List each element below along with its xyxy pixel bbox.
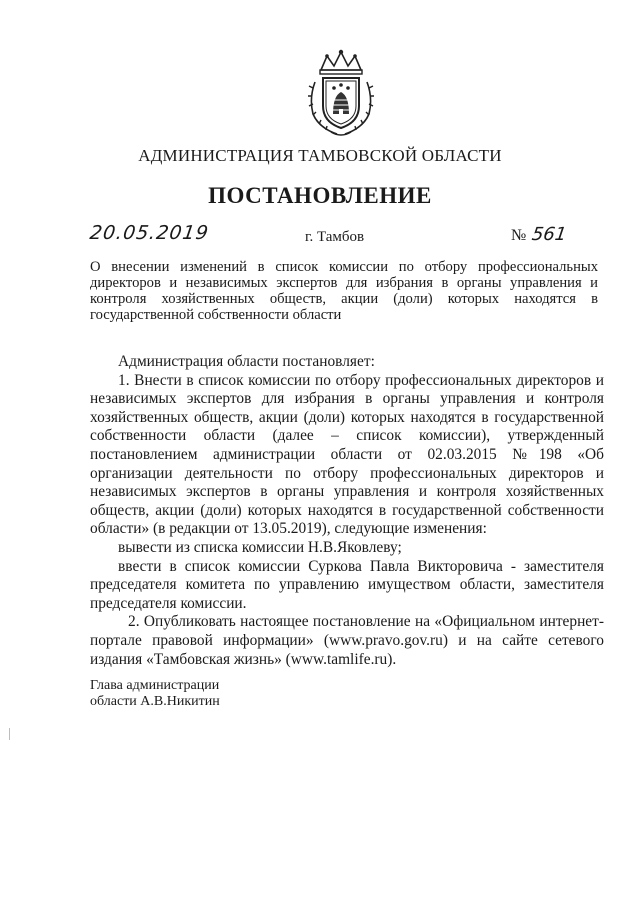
organization-title: АДМИНИСТРАЦИЯ ТАМБОВСКОЙ ОБЛАСТИ (138, 146, 502, 165)
number-sign: № (511, 227, 527, 244)
document-number (511, 224, 567, 245)
item-1-add: ввести в список комиссии Суркова Павла Викторовича - заместителя председателя комитета по управлению имуществом области, заместителя председателя комиссии. (90, 557, 604, 612)
preamble: Администрация области постановляет: (118, 353, 375, 370)
signature-line-name: области А.В.Никитин (90, 694, 220, 709)
number-value: 561 (530, 224, 569, 245)
document-subject: О внесении изменений в список комиссии по отбору профессиональных директоров и независимых экспертов для избрания в органы управления и контроля хозяйственных обществ, акции (доли) которых находятся в государственной собственности области (90, 259, 598, 323)
document-body (90, 353, 604, 669)
signature-block (90, 678, 220, 710)
item-1-remove: вывести из списка комиссии Н.В.Яковлеву; (118, 538, 402, 556)
document-type-title: ПОСТАНОВЛЕНИЕ (208, 183, 432, 208)
item-2: 2. Опубликовать настоящее постановление на «Официальном интернет-портале правовой информации» (www.pravo.gov.ru) и на сайте сетевого издания «Тамбовская жизнь» (www.tamlife.ru). (90, 613, 604, 668)
document-date: 20.05.2019 (88, 222, 211, 244)
coat-of-arms-icon (307, 48, 375, 138)
document-city: г. Тамбов (305, 229, 365, 245)
scan-artifact (9, 728, 10, 740)
signature-line-title: Глава администрации (90, 678, 220, 693)
item-1-intro: 1. Внести в список комиссии по отбору профессиональных директоров и независимых экспертов для избрания в органы управления и контроля хозяйственных обществ, акции (доли) которых находятся в государственной собственности области (далее – список комиссии), утвержденный постановлением администрации области от 02.03.2015 №198 «Об организации деятельности по отбору профессиональных директоров и независимых экспертов в органы управления и контроля хозяйственных обществ, акции (доли) которых находятся в государственной собственности области» (в редакции от 13.05.2019), следующие изменения: (90, 371, 604, 538)
